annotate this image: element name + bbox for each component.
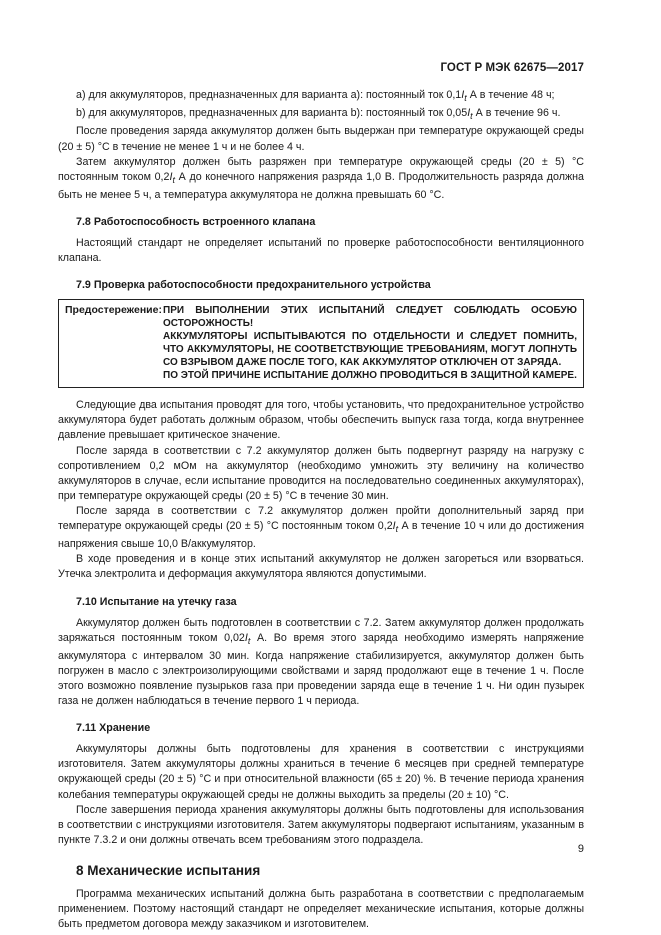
warning-line: АККУМУЛЯТОРЫ ИСПЫТЫВАЮТСЯ ПО ОТДЕЛЬНОСТИ И СЛЕДУЕТ ПОМНИТЬ, ЧТО АККУМУЛЯТОРЫ, НЕ СООТВЕТСТВУЮЩИЕ ТРЕБОВАНИЯМ, МОГУТ ЛОПНУТЬ СО ВЗРЫВОМ ДАЖЕ ПОСЛЕ ТОГО, КАК АККУМУЛЯТОР ОТКЛЮЧЕН ОТ ЗАРЯДА. xyxy=(163,331,577,369)
section-7-11-p1: Аккумуляторы должны быть подготовлены для хранения в соответствии с инструкциями изготовителя. Затем аккумуляторы должны храниться в течение 6 месяцев при средней температуре окружающей среды (20 ± 5) °С и при относительной влажности (65 ± 20) %. В течение периода хранения колебания температуры окружающей среды не должны выходить за пределы (20 ± 10) °С. xyxy=(58,743,584,801)
warning-box xyxy=(58,299,584,388)
warning-line: ПО ЭТОЙ ПРИЧИНЕ ИСПЫТАНИЕ ДОЛЖНО ПРОВОДИТЬСЯ В ЗАЩИТНОЙ КАМЕРЕ. xyxy=(163,370,577,382)
section-7-8-title: 7.8 Работоспособность встроенного клапана xyxy=(76,216,316,229)
page-number: 9 xyxy=(577,843,584,855)
section-7-9-p4: В ходе проведения и в конце этих испытаний аккумулятор не должен загореться или взорваться. Утечка электролита и деформация аккумулятора являются допустимыми. xyxy=(58,553,584,581)
warning-line: ПРИ ВЫПОЛНЕНИИ ЭТИХ ИСПЫТАНИЙ СЛЕДУЕТ СОБЛЮДАТЬ ОСОБУЮ ОСТОРОЖНОСТЬ! xyxy=(163,305,577,330)
paragraph-hold: После проведения заряда аккумулятор должен быть выдержан при температуре окружающей среды (20 ± 5) °С в течение не менее 1 ч и не более 4 ч. xyxy=(58,125,584,153)
section-7-9-p1: Следующие два испытания проводят для того, чтобы установить, что предохранительное устройство аккумулятора будет работать должным образом, чтобы обеспечить выпуск газа тогда, когда внутреннее давление превышает критическое значение. xyxy=(58,399,584,442)
page-content xyxy=(58,88,584,932)
section-7-9-p3: После заряда в соответствии с 7.2 аккумулятор должен пройти дополнительный заряд при температуре окружающей среды (20 ± 5) °С постоянным током $0,2I_t$ А в течение 10 ч или до достижения напряжения свыше 10,0 В/аккумулятор. xyxy=(58,504,584,551)
standard-header: ГОСТ Р МЭК 62675—2017 xyxy=(440,62,584,74)
section-7-8-text: Настоящий стандарт не определяет испытаний по проверке работоспособности вентиляционного клапана. xyxy=(58,237,584,265)
paragraph-variant-b: b) для аккумуляторов, предназначенных для варианта b): постоянный ток $0,05I_t$ А в течение 96 ч. xyxy=(76,107,561,122)
section-7-10-text: Аккумулятор должен быть подготовлен в соответствии с 7.2. Затем аккумулятор должен продолжать заряжаться постоянным током $0,02I_t$ А. Во время этого заряда необходимо измерять напряжение аккумулятора с интервалом 30 мин. Когда напряжение стабилизируется, аккумулятор должен быть погружен в масло с электроизолирующими свойствами и заряд продолжают еще в течение 1 ч. После этого возможно появление пузырьков газа при проведении заряда еще в течение 1 ч. Ни один пузырек газа не должен наблюдаться в течение первого 1 ч периода. xyxy=(58,616,584,708)
section-7-10-title: 7.10 Испытание на утечку газа xyxy=(76,595,237,608)
section-7-11-p2: После завершения периода хранения аккумуляторы должны быть подготовлены для использования в соответствии с инструкциями изготовителя. Затем аккумуляторы подвергают испытаниям, указанным в пункте 7.3.2 и они должны отвечать всем требованиям этого подраздела. xyxy=(58,803,584,846)
paragraph-variant-a: а) для аккумуляторов, предназначенных для варианта а): постоянный ток $0,1I_t$ А в течение 48 ч; xyxy=(76,89,555,104)
section-7-9-p2: После заряда в соответствии с 7.2 аккумулятор должен быть подвергнут разряду на нагрузку с сопротивлением 0,2 мОм на аккумулятор (необходимо умножить эту величину на количество аккумуляторов в случае, если испытание проводится на последовательно соединенных аккумуляторах), при температуре окружающей среды (20 ± 5) °С в течение 30 мин. xyxy=(58,444,584,502)
section-7-9-title: 7.9 Проверка работоспособности предохранительного устройства xyxy=(76,279,431,292)
paragraph-discharge: Затем аккумулятор должен быть разряжен при температуре окружающей среды (20 ± 5) °С постоянным током $0,2I_t$ А до конечного напряжения разряда 1,0 В. Продолжительность разряда должна быть не менее 5 ч, а температура аккумулятора не должна превышать 60 °С. xyxy=(58,155,584,201)
warning-label: Предостережение: xyxy=(65,304,162,317)
section-8-text: Программа механических испытаний должна быть разработана в соответствии с предполагаемым применением. Поэтому настоящий стандарт не определяет механические испытания, которые должны быть предметом договора между заказчиком и изготовителем. xyxy=(58,887,584,931)
section-7-11-title: 7.11 Хранение xyxy=(76,722,151,735)
section-8-title: 8 Механические испытания xyxy=(76,862,261,878)
warning-text xyxy=(163,304,577,382)
